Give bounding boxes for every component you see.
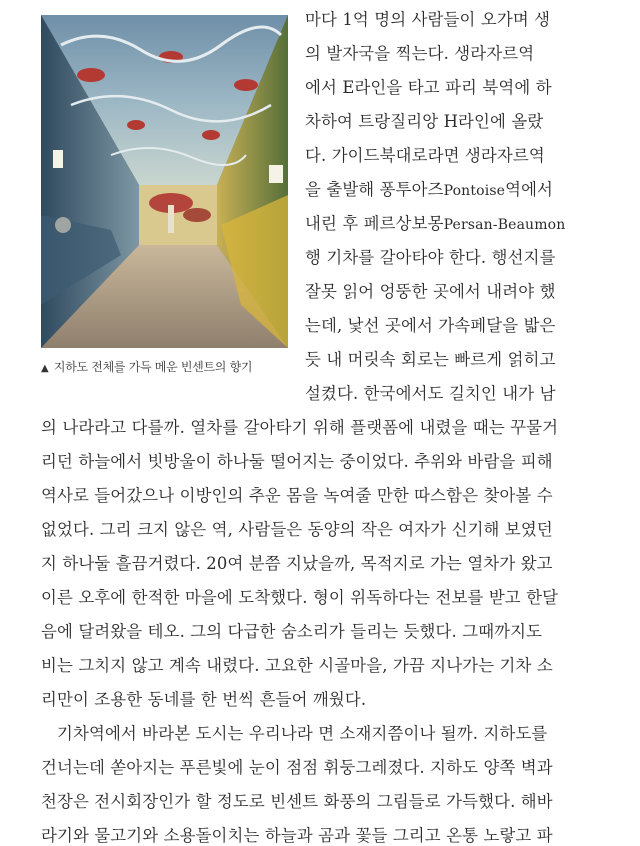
latin-name: Persan-Beaumon	[443, 217, 566, 233]
text-segment: 을 출발해 퐁투아즈	[305, 180, 444, 199]
text-segment: 내린 후 페르상보몽	[305, 214, 444, 233]
text-line: 음에 달려왔을 테오. 그의 다급한 숨소리가 들리는 듯했다. 그때까지도	[41, 622, 543, 641]
text-line: 역사로 들어갔으나 이방인의 추운 몸을 녹여줄 만한 따스함은 찾아볼 수	[41, 486, 553, 505]
text-line: 의 나라라고 다를까. 열차를 갈아타기 위해 플랫폼에 내렸을 때는 꾸물거	[41, 418, 559, 437]
caption-text: 지하도 전체를 가득 메운 빈센트의 향기	[53, 360, 253, 374]
text-line: 행 기차를 갈아타야 한다. 행선지를	[305, 248, 556, 267]
tunnel-mural-image	[41, 15, 288, 348]
text-line	[305, 214, 565, 235]
text-segment: 역에서	[505, 180, 554, 199]
text-line: 건너는데 쏟아지는 푸른빛에 눈이 점점 휘둥그레졌다. 지하도 양쪽 벽과	[41, 758, 553, 777]
text-line: 듯 내 머릿속 회로는 빠르게 얽히고	[305, 350, 556, 369]
text-line: 는데, 낯선 곳에서 가속페달을 밟은	[305, 316, 556, 335]
text-line: 다. 가이드북대로라면 생라자르역	[305, 146, 545, 165]
text-line	[305, 180, 553, 201]
text-line: 비는 그치지 않고 계속 내렸다. 고요한 시골마을, 가끔 지나가는 기차 소	[41, 656, 553, 675]
caption-triangle-icon: ▲	[41, 363, 49, 374]
text-line: 리던 하늘에서 빗방울이 하나둘 떨어지는 중이었다. 추위와 바람을 피해	[41, 452, 553, 471]
text-line: 마다 1억 명의 사람들이 오가며 생	[305, 10, 551, 29]
text-line: 지 하나둘 흘끔거렸다. 20여 분쯤 지났을까, 목적지로 가는 열차가 왔고	[41, 554, 553, 573]
latin-name: Pontoise	[443, 183, 506, 199]
text-line: 에서 E라인을 타고 파리 북역에 하	[305, 78, 552, 97]
tunnel-photo	[41, 15, 288, 348]
text-line: 없었다. 그리 크지 않은 역, 사람들은 동양의 작은 여자가 신기해 보였던	[41, 520, 553, 539]
figure-caption	[41, 358, 252, 375]
text-line: 차하여 트랑질리앙 H라인에 올랐	[305, 112, 544, 131]
text-line: 라기와 물고기와 소용돌이치는 하늘과 곰과 꽃들 그리고 온통 노랗고 파	[41, 826, 553, 845]
text-line: 리만이 조용한 동네를 한 번씩 흔들어 깨웠다.	[41, 690, 367, 709]
text-line: 잘못 읽어 엉뚱한 곳에서 내려야 했	[305, 282, 556, 301]
text-line: 의 발자국을 찍는다. 생라자르역	[305, 44, 535, 63]
text-line: 천장은 전시회장인가 할 정도로 빈센트 화풍의 그림들로 가득했다. 해바	[41, 792, 553, 811]
text-line: 기차역에서 바라본 도시는 우리나라 면 소재지쯤이나 될까. 지하도를	[57, 724, 548, 743]
text-line: 이른 오후에 한적한 마을에 도착했다. 형이 위독하다는 전보를 받고 한달	[41, 588, 559, 607]
text-line: 설켰다. 한국에서도 길치인 내가 남	[305, 384, 556, 403]
